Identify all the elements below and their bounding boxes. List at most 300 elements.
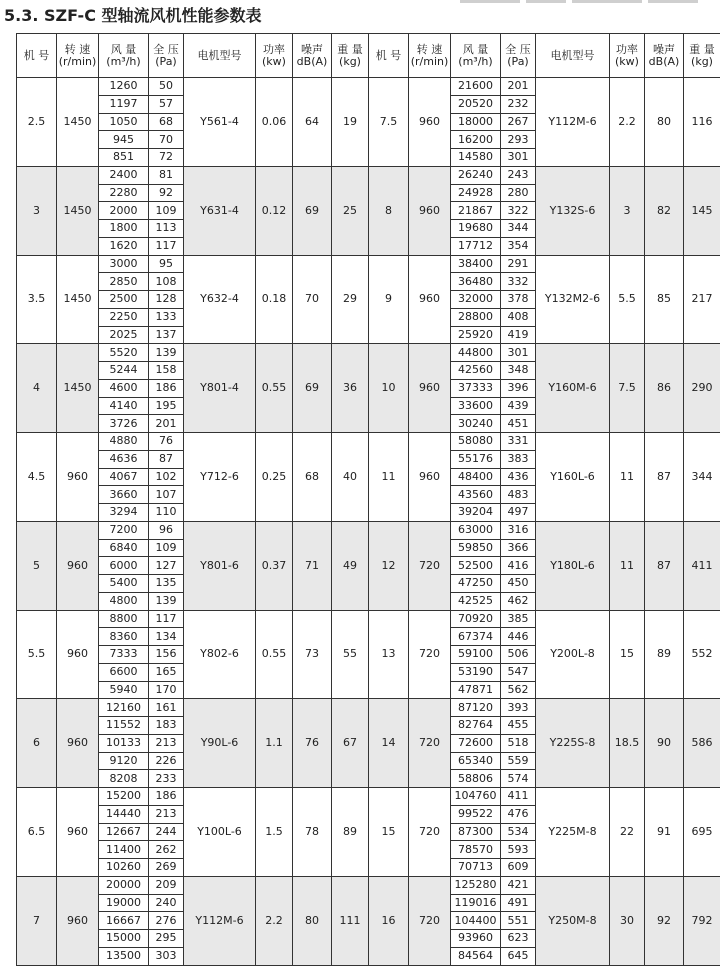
airflow-cell: 14440: [99, 805, 149, 823]
pressure-cell: 331: [501, 433, 536, 451]
pressure-cell: 455: [501, 717, 536, 735]
weight-cell: 19: [332, 78, 369, 167]
speed-cell: 960: [57, 610, 99, 699]
weight-cell: 116: [684, 78, 720, 167]
pressure-cell: 483: [501, 486, 536, 504]
header-pressure: 全 压 (Pa): [501, 34, 536, 78]
noise-cell: 87: [645, 521, 684, 610]
power-cell: 22: [610, 788, 645, 877]
motor-cell: Y200L-8: [536, 610, 610, 699]
pressure-cell: 293: [501, 131, 536, 149]
pressure-cell: 476: [501, 805, 536, 823]
header-speed: 转 速 (r/min): [409, 34, 451, 78]
header-model-no: 机 号: [369, 34, 409, 78]
noise-cell: 69: [293, 344, 332, 433]
pressure-cell: 156: [149, 646, 184, 664]
pressure-cell: 117: [149, 610, 184, 628]
airflow-cell: 4600: [99, 379, 149, 397]
airflow-cell: 6000: [99, 557, 149, 575]
power-cell: 1.5: [256, 788, 293, 877]
pressure-cell: 366: [501, 539, 536, 557]
power-cell: 0.55: [256, 610, 293, 699]
speed-cell: 960: [57, 876, 99, 965]
weight-cell: 411: [684, 521, 720, 610]
airflow-cell: 47250: [451, 575, 501, 593]
airflow-cell: 33600: [451, 397, 501, 415]
speed-cell: 960: [409, 78, 451, 167]
airflow-cell: 12667: [99, 823, 149, 841]
pressure-cell: 226: [149, 752, 184, 770]
airflow-cell: 10133: [99, 734, 149, 752]
airflow-cell: 4800: [99, 592, 149, 610]
motor-cell: Y802-6: [184, 610, 256, 699]
power-cell: 0.18: [256, 255, 293, 344]
power-cell: 0.37: [256, 521, 293, 610]
model-no-cell: 4.5: [17, 433, 57, 522]
airflow-cell: 13500: [99, 947, 149, 965]
power-cell: 18.5: [610, 699, 645, 788]
speed-cell: 1450: [57, 255, 99, 344]
table-header-row: [17, 34, 720, 78]
pressure-cell: 128: [149, 291, 184, 309]
airflow-cell: 17712: [451, 237, 501, 255]
pressure-cell: 195: [149, 397, 184, 415]
pressure-cell: 623: [501, 930, 536, 948]
model-no-cell: 12: [369, 521, 409, 610]
airflow-cell: 11552: [99, 717, 149, 735]
airflow-cell: 19680: [451, 220, 501, 238]
pressure-cell: 183: [149, 717, 184, 735]
airflow-cell: 36480: [451, 273, 501, 291]
pressure-cell: 547: [501, 663, 536, 681]
airflow-cell: 14580: [451, 149, 501, 167]
weight-cell: 344: [684, 433, 720, 522]
pressure-cell: 201: [501, 78, 536, 96]
noise-cell: 76: [293, 699, 332, 788]
airflow-cell: 2850: [99, 273, 149, 291]
power-cell: 3: [610, 166, 645, 255]
table-row: [17, 78, 720, 96]
header-noise: 噪声 dB(A): [293, 34, 332, 78]
pressure-cell: 534: [501, 823, 536, 841]
speed-cell: 720: [409, 699, 451, 788]
pressure-cell: 269: [149, 859, 184, 877]
noise-cell: 64: [293, 78, 332, 167]
header-decoration: [460, 0, 720, 7]
model-no-cell: 9: [369, 255, 409, 344]
airflow-cell: 28800: [451, 308, 501, 326]
pressure-cell: 396: [501, 379, 536, 397]
airflow-cell: 38400: [451, 255, 501, 273]
noise-cell: 82: [645, 166, 684, 255]
pressure-cell: 113: [149, 220, 184, 238]
airflow-cell: 59850: [451, 539, 501, 557]
pressure-cell: 244: [149, 823, 184, 841]
pressure-cell: 348: [501, 362, 536, 380]
header-weight: 重 量 (kg): [684, 34, 720, 78]
pressure-cell: 436: [501, 468, 536, 486]
model-no-cell: 3.5: [17, 255, 57, 344]
airflow-cell: 9120: [99, 752, 149, 770]
airflow-cell: 42560: [451, 362, 501, 380]
weight-cell: 40: [332, 433, 369, 522]
noise-cell: 73: [293, 610, 332, 699]
airflow-cell: 2025: [99, 326, 149, 344]
power-cell: 7.5: [610, 344, 645, 433]
pressure-cell: 562: [501, 681, 536, 699]
airflow-cell: 4636: [99, 450, 149, 468]
pressure-cell: 127: [149, 557, 184, 575]
power-cell: 1.1: [256, 699, 293, 788]
airflow-cell: 3000: [99, 255, 149, 273]
airflow-cell: 1050: [99, 113, 149, 131]
pressure-cell: 87: [149, 450, 184, 468]
airflow-cell: 4067: [99, 468, 149, 486]
airflow-cell: 5244: [99, 362, 149, 380]
airflow-cell: 44800: [451, 344, 501, 362]
airflow-cell: 2000: [99, 202, 149, 220]
header-power: 功率 (kw): [610, 34, 645, 78]
pressure-cell: 295: [149, 930, 184, 948]
model-no-cell: 16: [369, 876, 409, 965]
airflow-cell: 53190: [451, 663, 501, 681]
airflow-cell: 26240: [451, 166, 501, 184]
airflow-cell: 945: [99, 131, 149, 149]
speed-cell: 1450: [57, 166, 99, 255]
pressure-cell: 551: [501, 912, 536, 930]
pressure-cell: 109: [149, 202, 184, 220]
pressure-cell: 158: [149, 362, 184, 380]
table-row: [17, 699, 720, 717]
header-speed: 转 速 (r/min): [57, 34, 99, 78]
pressure-cell: 450: [501, 575, 536, 593]
page-title: 5.3. SZF-C 型轴流风机性能参数表: [4, 6, 262, 25]
power-cell: 11: [610, 433, 645, 522]
airflow-cell: 15200: [99, 788, 149, 806]
pressure-cell: 446: [501, 628, 536, 646]
airflow-cell: 93960: [451, 930, 501, 948]
pressure-cell: 332: [501, 273, 536, 291]
airflow-cell: 3660: [99, 486, 149, 504]
airflow-cell: 2400: [99, 166, 149, 184]
weight-cell: 25: [332, 166, 369, 255]
pressure-cell: 383: [501, 450, 536, 468]
airflow-cell: 5520: [99, 344, 149, 362]
motor-cell: Y112M-6: [536, 78, 610, 167]
motor-cell: Y561-4: [184, 78, 256, 167]
airflow-cell: 1260: [99, 78, 149, 96]
airflow-cell: 20000: [99, 876, 149, 894]
model-no-cell: 3: [17, 166, 57, 255]
airflow-cell: 58806: [451, 770, 501, 788]
pressure-cell: 462: [501, 592, 536, 610]
airflow-cell: 63000: [451, 521, 501, 539]
noise-cell: 80: [645, 78, 684, 167]
speed-cell: 960: [57, 699, 99, 788]
airflow-cell: 21867: [451, 202, 501, 220]
weight-cell: 111: [332, 876, 369, 965]
motor-cell: Y801-6: [184, 521, 256, 610]
motor-cell: Y225S-8: [536, 699, 610, 788]
motor-cell: Y631-4: [184, 166, 256, 255]
airflow-cell: 125280: [451, 876, 501, 894]
power-cell: 0.55: [256, 344, 293, 433]
pressure-cell: 57: [149, 95, 184, 113]
pressure-cell: 421: [501, 876, 536, 894]
airflow-cell: 5940: [99, 681, 149, 699]
airflow-cell: 65340: [451, 752, 501, 770]
table-row: [17, 610, 720, 628]
airflow-cell: 99522: [451, 805, 501, 823]
pressure-cell: 316: [501, 521, 536, 539]
speed-cell: 960: [409, 255, 451, 344]
table-row: [17, 166, 720, 184]
speed-cell: 1450: [57, 78, 99, 167]
pressure-cell: 68: [149, 113, 184, 131]
airflow-cell: 10260: [99, 859, 149, 877]
airflow-cell: 67374: [451, 628, 501, 646]
table-row: [17, 521, 720, 539]
airflow-cell: 24928: [451, 184, 501, 202]
weight-cell: 217: [684, 255, 720, 344]
weight-cell: 586: [684, 699, 720, 788]
pressure-cell: 344: [501, 220, 536, 238]
weight-cell: 552: [684, 610, 720, 699]
noise-cell: 89: [645, 610, 684, 699]
weight-cell: 29: [332, 255, 369, 344]
airflow-cell: 70920: [451, 610, 501, 628]
pressure-cell: 117: [149, 237, 184, 255]
pressure-cell: 135: [149, 575, 184, 593]
airflow-cell: 16200: [451, 131, 501, 149]
header-pressure: 全 压 (Pa): [149, 34, 184, 78]
pressure-cell: 72: [149, 149, 184, 167]
weight-cell: 49: [332, 521, 369, 610]
airflow-cell: 72600: [451, 734, 501, 752]
noise-cell: 71: [293, 521, 332, 610]
airflow-cell: 11400: [99, 841, 149, 859]
noise-cell: 85: [645, 255, 684, 344]
table-row: [17, 344, 720, 362]
pressure-cell: 186: [149, 379, 184, 397]
pressure-cell: 354: [501, 237, 536, 255]
header-weight: 重 量 (kg): [332, 34, 369, 78]
airflow-cell: 1620: [99, 237, 149, 255]
motor-cell: Y132M2-6: [536, 255, 610, 344]
airflow-cell: 104400: [451, 912, 501, 930]
noise-cell: 87: [645, 433, 684, 522]
airflow-cell: 48400: [451, 468, 501, 486]
airflow-cell: 2500: [99, 291, 149, 309]
airflow-cell: 82764: [451, 717, 501, 735]
pressure-cell: 491: [501, 894, 536, 912]
pressure-cell: 518: [501, 734, 536, 752]
pressure-cell: 110: [149, 504, 184, 522]
header-motor: 电机型号: [536, 34, 610, 78]
noise-cell: 91: [645, 788, 684, 877]
table-row: [17, 788, 720, 806]
model-no-cell: 6: [17, 699, 57, 788]
model-no-cell: 13: [369, 610, 409, 699]
model-no-cell: 5.5: [17, 610, 57, 699]
speed-cell: 720: [409, 876, 451, 965]
noise-cell: 80: [293, 876, 332, 965]
airflow-cell: 6600: [99, 663, 149, 681]
noise-cell: 92: [645, 876, 684, 965]
airflow-cell: 2280: [99, 184, 149, 202]
pressure-cell: 411: [501, 788, 536, 806]
noise-cell: 86: [645, 344, 684, 433]
speed-cell: 1450: [57, 344, 99, 433]
noise-cell: 69: [293, 166, 332, 255]
fan-performance-table: [16, 33, 720, 966]
speed-cell: 720: [409, 521, 451, 610]
pressure-cell: 109: [149, 539, 184, 557]
airflow-cell: 32000: [451, 291, 501, 309]
airflow-cell: 25920: [451, 326, 501, 344]
pressure-cell: 213: [149, 734, 184, 752]
airflow-cell: 6840: [99, 539, 149, 557]
model-no-cell: 11: [369, 433, 409, 522]
airflow-cell: 87120: [451, 699, 501, 717]
pressure-cell: 262: [149, 841, 184, 859]
pressure-cell: 81: [149, 166, 184, 184]
power-cell: 0.06: [256, 78, 293, 167]
pressure-cell: 213: [149, 805, 184, 823]
motor-cell: Y160M-6: [536, 344, 610, 433]
speed-cell: 960: [409, 344, 451, 433]
table-row: [17, 876, 720, 894]
airflow-cell: 39204: [451, 504, 501, 522]
header-power: 功率 (kw): [256, 34, 293, 78]
pressure-cell: 139: [149, 344, 184, 362]
airflow-cell: 19000: [99, 894, 149, 912]
pressure-cell: 506: [501, 646, 536, 664]
pressure-cell: 393: [501, 699, 536, 717]
model-no-cell: 10: [369, 344, 409, 433]
power-cell: 5.5: [610, 255, 645, 344]
airflow-cell: 43560: [451, 486, 501, 504]
pressure-cell: 240: [149, 894, 184, 912]
pressure-cell: 232: [501, 95, 536, 113]
pressure-cell: 497: [501, 504, 536, 522]
weight-cell: 36: [332, 344, 369, 433]
airflow-cell: 1197: [99, 95, 149, 113]
weight-cell: 67: [332, 699, 369, 788]
airflow-cell: 18000: [451, 113, 501, 131]
model-no-cell: 7: [17, 876, 57, 965]
pressure-cell: 108: [149, 273, 184, 291]
airflow-cell: 59100: [451, 646, 501, 664]
power-cell: 0.12: [256, 166, 293, 255]
header-noise: 噪声 dB(A): [645, 34, 684, 78]
airflow-cell: 1800: [99, 220, 149, 238]
weight-cell: 55: [332, 610, 369, 699]
airflow-cell: 84564: [451, 947, 501, 965]
pressure-cell: 161: [149, 699, 184, 717]
speed-cell: 960: [57, 521, 99, 610]
pressure-cell: 385: [501, 610, 536, 628]
pressure-cell: 209: [149, 876, 184, 894]
airflow-cell: 8208: [99, 770, 149, 788]
motor-cell: Y112M-6: [184, 876, 256, 965]
weight-cell: 145: [684, 166, 720, 255]
pressure-cell: 102: [149, 468, 184, 486]
table-row: [17, 255, 720, 273]
pressure-cell: 233: [149, 770, 184, 788]
speed-cell: 720: [409, 610, 451, 699]
header-airflow: 风 量 (m³/h): [99, 34, 149, 78]
pressure-cell: 645: [501, 947, 536, 965]
header-motor: 电机型号: [184, 34, 256, 78]
pressure-cell: 76: [149, 433, 184, 451]
pressure-cell: 267: [501, 113, 536, 131]
pressure-cell: 416: [501, 557, 536, 575]
pressure-cell: 96: [149, 521, 184, 539]
airflow-cell: 15000: [99, 930, 149, 948]
header-airflow: 风 量 (m³/h): [451, 34, 501, 78]
airflow-cell: 7333: [99, 646, 149, 664]
motor-cell: Y132S-6: [536, 166, 610, 255]
airflow-cell: 7200: [99, 521, 149, 539]
motor-cell: Y180L-6: [536, 521, 610, 610]
weight-cell: 89: [332, 788, 369, 877]
speed-cell: 960: [409, 166, 451, 255]
airflow-cell: 3726: [99, 415, 149, 433]
airflow-cell: 21600: [451, 78, 501, 96]
pressure-cell: 408: [501, 308, 536, 326]
airflow-cell: 87300: [451, 823, 501, 841]
speed-cell: 960: [57, 433, 99, 522]
weight-cell: 290: [684, 344, 720, 433]
pressure-cell: 50: [149, 78, 184, 96]
airflow-cell: 851: [99, 149, 149, 167]
motor-cell: Y225M-8: [536, 788, 610, 877]
airflow-cell: 4880: [99, 433, 149, 451]
model-no-cell: 8: [369, 166, 409, 255]
model-no-cell: 4: [17, 344, 57, 433]
pressure-cell: 165: [149, 663, 184, 681]
pressure-cell: 574: [501, 770, 536, 788]
model-no-cell: 6.5: [17, 788, 57, 877]
weight-cell: 792: [684, 876, 720, 965]
model-no-cell: 5: [17, 521, 57, 610]
pressure-cell: 301: [501, 344, 536, 362]
pressure-cell: 276: [149, 912, 184, 930]
airflow-cell: 8800: [99, 610, 149, 628]
noise-cell: 70: [293, 255, 332, 344]
pressure-cell: 291: [501, 255, 536, 273]
airflow-cell: 37333: [451, 379, 501, 397]
airflow-cell: 2250: [99, 308, 149, 326]
header-model-no: 机 号: [17, 34, 57, 78]
pressure-cell: 243: [501, 166, 536, 184]
motor-cell: Y250M-8: [536, 876, 610, 965]
airflow-cell: 55176: [451, 450, 501, 468]
noise-cell: 90: [645, 699, 684, 788]
speed-cell: 960: [409, 433, 451, 522]
pressure-cell: 170: [149, 681, 184, 699]
airflow-cell: 8360: [99, 628, 149, 646]
pressure-cell: 419: [501, 326, 536, 344]
pressure-cell: 303: [149, 947, 184, 965]
airflow-cell: 58080: [451, 433, 501, 451]
airflow-cell: 52500: [451, 557, 501, 575]
pressure-cell: 451: [501, 415, 536, 433]
pressure-cell: 92: [149, 184, 184, 202]
model-no-cell: 7.5: [369, 78, 409, 167]
pressure-cell: 133: [149, 308, 184, 326]
